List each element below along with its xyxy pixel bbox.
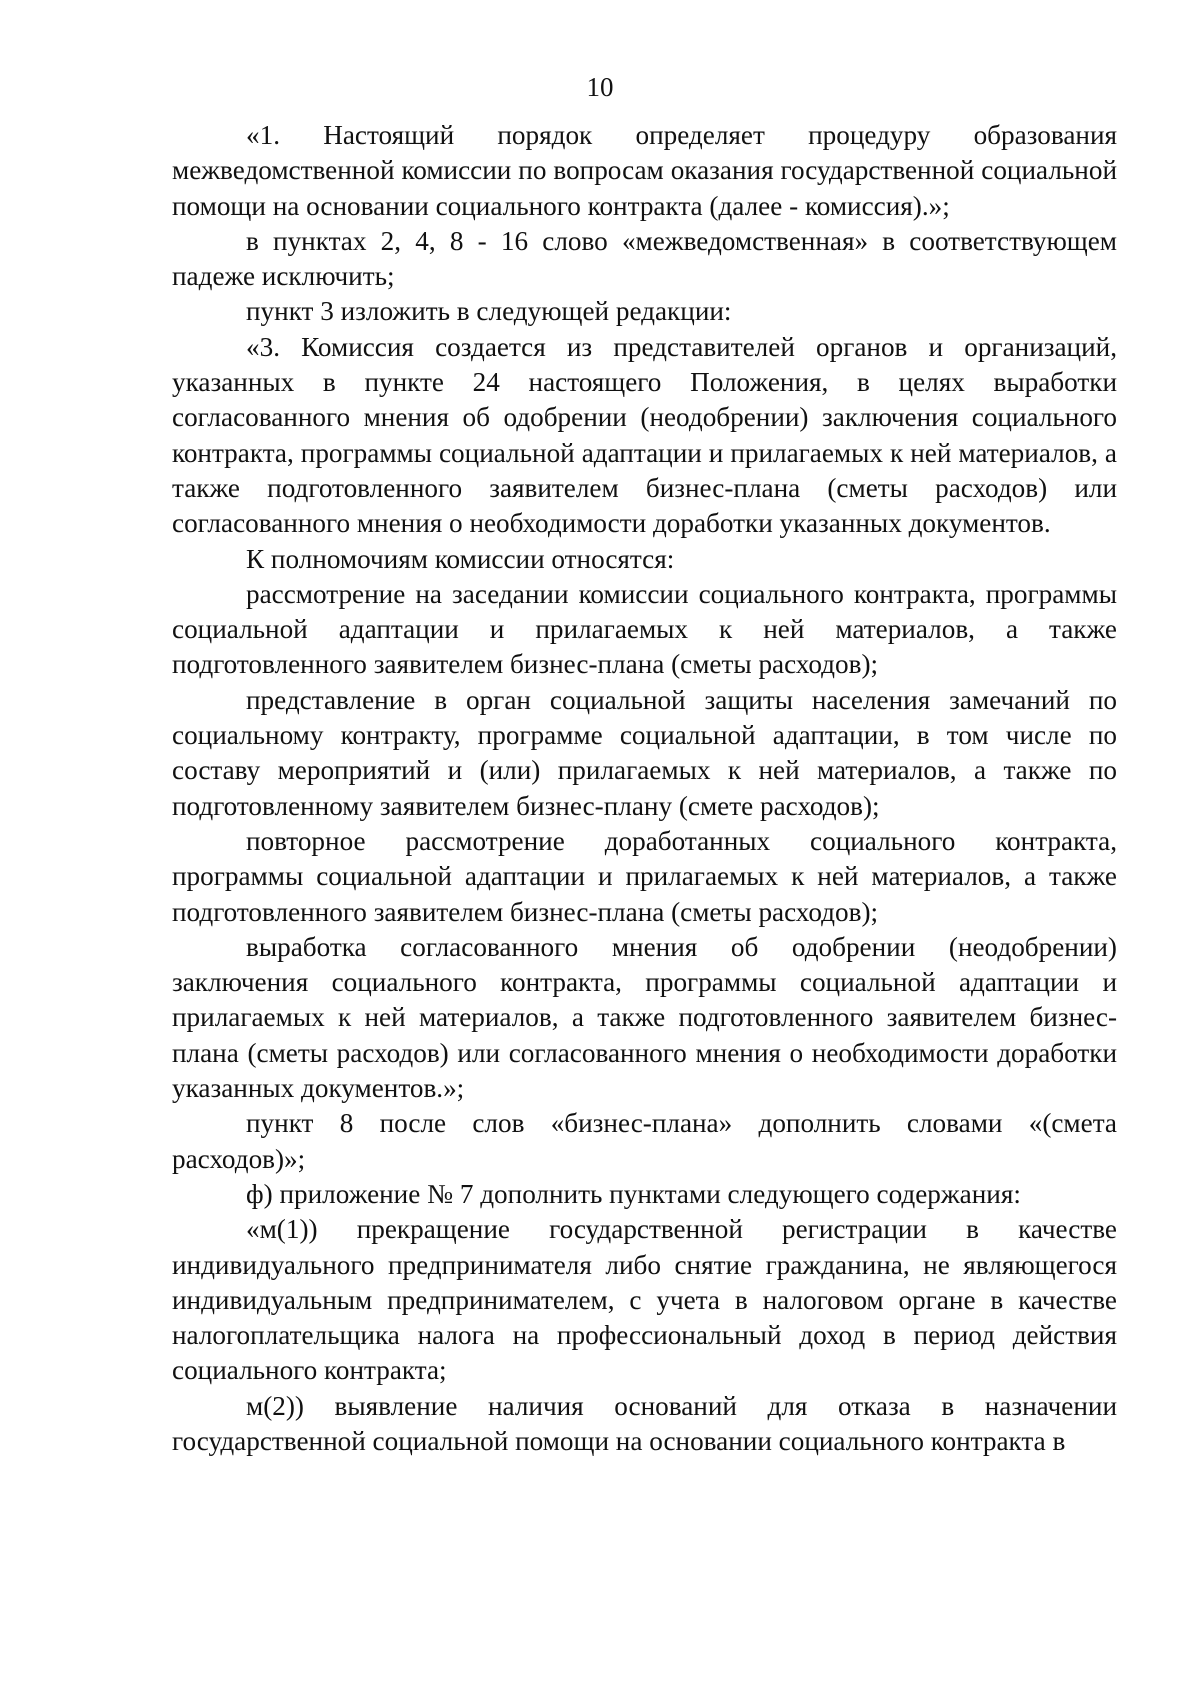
paragraph-clause-1: «1. Настоящий порядок определяет процедуру образования межведомственной комиссии по вопросам оказания государственной социальной помощи на основании социального контракта (далее - комиссия).»; <box>172 120 1117 221</box>
paragraph-exclude-word: в пунктах 2, 4, 8 - 16 слово «межведомственная» в соответствующем падеже исключить; <box>172 225 1117 292</box>
paragraph-appendix-7-intro: ф) приложение № 7 дополнить пунктами следующего содержания: <box>246 1178 1021 1209</box>
paragraph-power-re-review: повторное рассмотрение доработанных социального контракта, программы социальной адаптации и прилагаемых к ней материалов, а также подготовленного заявителем бизнес-плана (сметы расходов); <box>172 825 1117 927</box>
paragraph-power-opinion: выработка согласованного мнения об одобрении (неодобрении) заключения социального контракта, программы социальной адаптации и прилагаемых к ней материалов, а также подготовленного заявителем бизнес-плана (сметы расходов) или согласованного мнения о необходимости доработки указанных документов.»; <box>172 931 1117 1104</box>
paragraph-item-m1: «м(1)) прекращение государственной регистрации в качестве индивидуального предпринимателя либо снятие гражданина, не являющегося индивидуальным предпринимателем, с учета в налоговом органе в качестве налогоплательщика налога на профессиональный доход в период действия социального контракта; <box>172 1214 1117 1386</box>
page-number: 10 <box>586 72 614 102</box>
paragraph-item-m2: м(2)) выявление наличия оснований для отказа в назначении государственной социальной помощи на основании социального контракта в <box>172 1390 1117 1456</box>
paragraph-power-review: рассмотрение на заседании комиссии социального контракта, программы социальной адаптации и прилагаемых к ней материалов, а также подготовленного заявителем бизнес-плана (сметы расходов); <box>172 578 1117 680</box>
paragraph-power-remarks: представление в орган социальной защиты населения замечаний по социальному контракту, программе социальной адаптации, в том числе по составу мероприятий и (или) прилагаемых к ней материалов, а также по подготовленному заявителем бизнес-плану (смете расходов); <box>172 684 1117 821</box>
paragraph-point-8-amend: пункт 8 после слов «бизнес-плана» дополнить словами «(смета расходов)»; <box>172 1108 1117 1174</box>
paragraph-point-3-intro: пункт 3 изложить в следующей редакции: <box>246 296 732 327</box>
paragraph-clause-3: «3. Комиссия создается из представителей органов и организаций, указанных в пункте 24 настоящего Положения, в целях выработки согласованного мнения об одобрении (неодобрении) заключения социального контракта, программы социальной адаптации и прилагаемых к ней материалов, а также подготовленного заявителем бизнес-плана (сметы расходов) или согласованного мнения о необходимости доработки указанных документов. <box>172 331 1117 539</box>
paragraph-powers-intro: К полномочиям комиссии относятся: <box>246 543 675 574</box>
document-body <box>172 118 1117 1459</box>
